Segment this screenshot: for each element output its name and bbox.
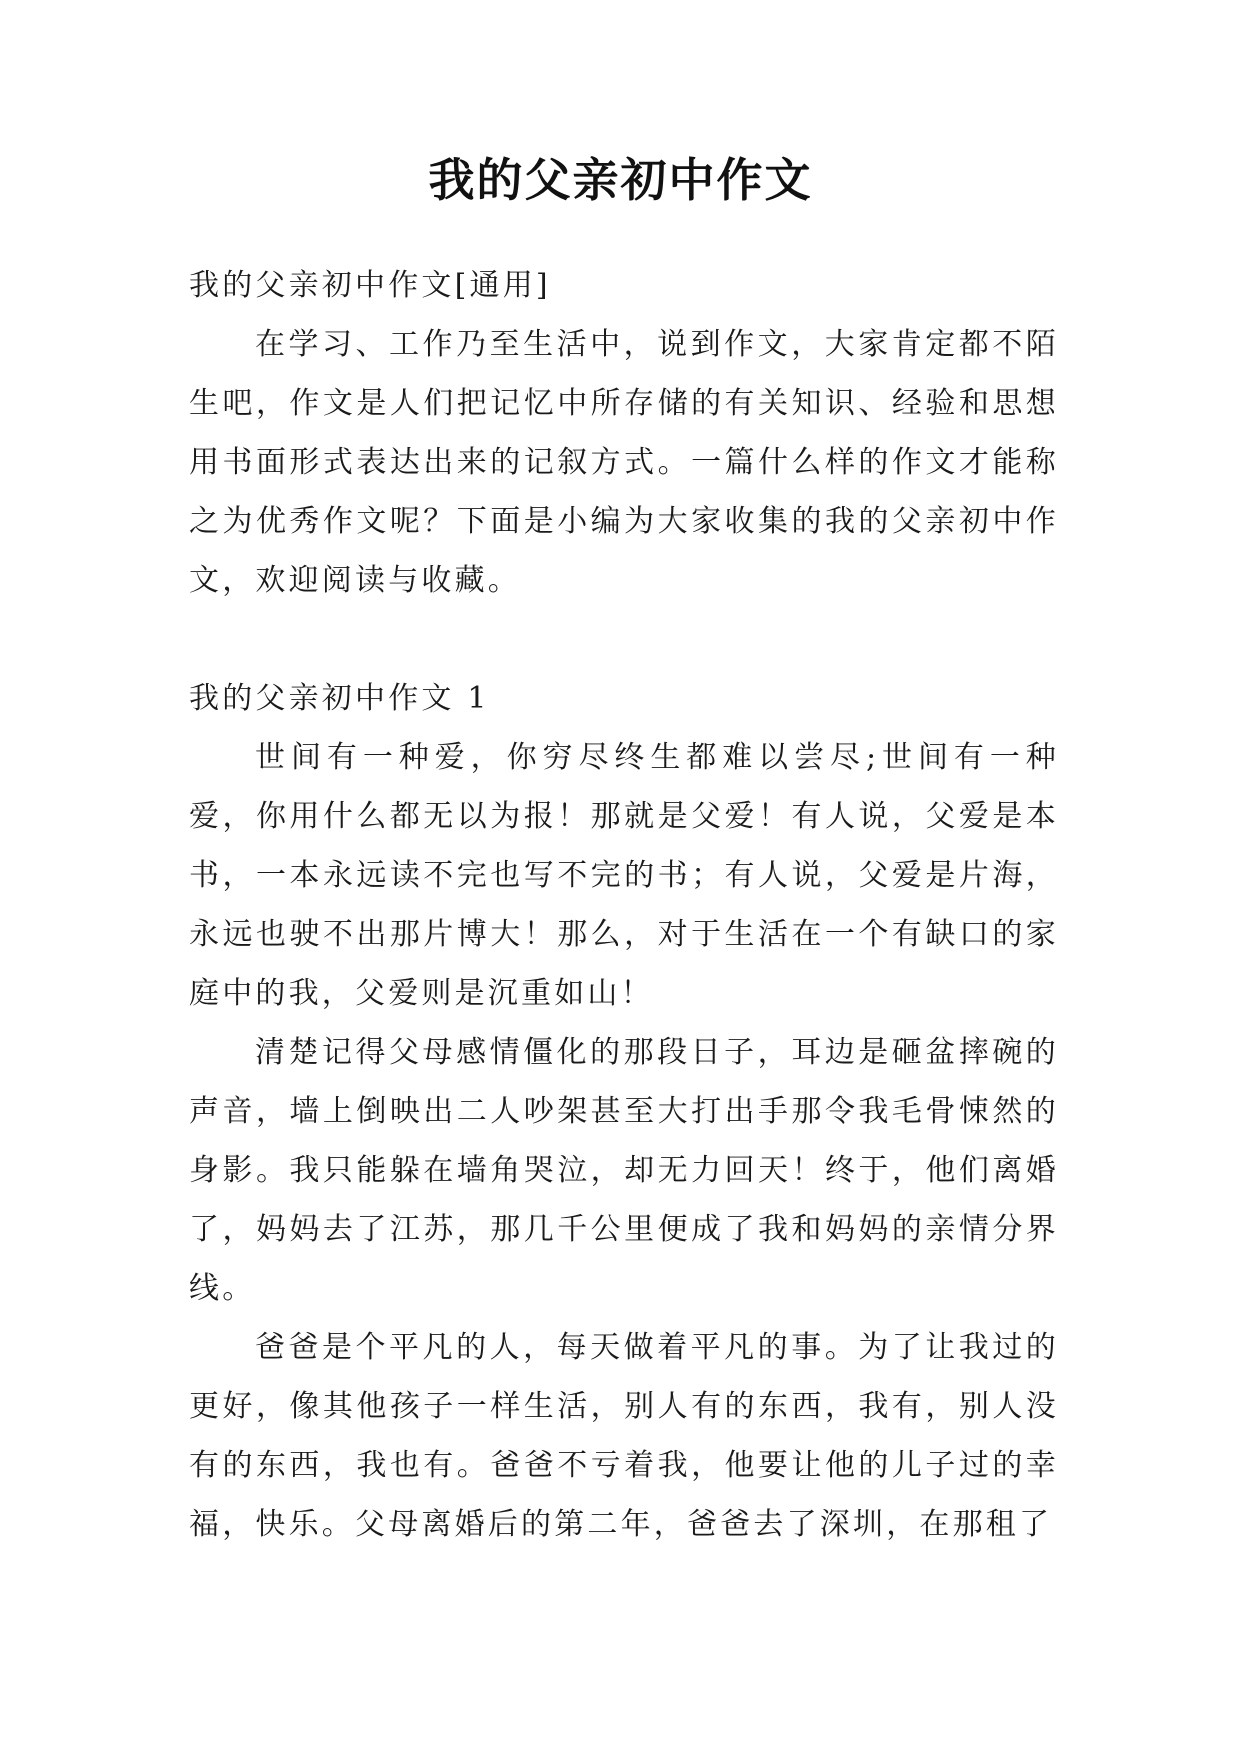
intro-paragraph: 在学习、工作乃至生活中，说到作文，大家肯定都不陌生吧，作文是人们把记忆中所存储的有关知识、经验和思想用书面形式表达出来的记叙方式。一篇什么样的作文才能称之为优秀作文呢？下面是小编为大家收集的我的父亲初中作文，欢迎阅读与收藏。 <box>189 327 1059 598</box>
body-paragraph-1: 世间有一种爱，你穷尽终生都难以尝尽;世间有一种爱，你用什么都无以为报！那就是父爱！有人说，父爱是本书，一本永远读不完也写不完的书；有人说，父爱是片海，永远也驶不出那片博大！那么，对于生活在一个有缺口的家庭中的我，父爱则是沉重如山！ <box>189 740 1059 1011</box>
section-heading: 我的父亲初中作文 1 <box>189 681 490 716</box>
document-title: 我的父亲初中作文 <box>428 153 813 207</box>
body-paragraph-2: 清楚记得父母感情僵化的那段日子，耳边是砸盆摔碗的声音，墙上倒映出二人吵架甚至大打出手那令我毛骨悚然的身影。我只能躲在墙角哭泣，却无力回天！终于，他们离婚了，妈妈去了江苏，那几千公里便成了我和妈妈的亲情分界线。 <box>189 1035 1059 1306</box>
section-spacer <box>189 610 1059 669</box>
document-body <box>189 256 1059 1554</box>
body-paragraph-3: 爸爸是个平凡的人，每天做着平凡的事。为了让我过的更好，像其他孩子一样生活，别人有的东西，我有，别人没有的东西，我也有。爸爸不亏着我，他要让他的儿子过的幸福，快乐。父母离婚后的第二年，爸爸去了深圳，在那租了 <box>189 1330 1059 1542</box>
document-subtitle: 我的父亲初中作文[通用] <box>189 268 551 303</box>
